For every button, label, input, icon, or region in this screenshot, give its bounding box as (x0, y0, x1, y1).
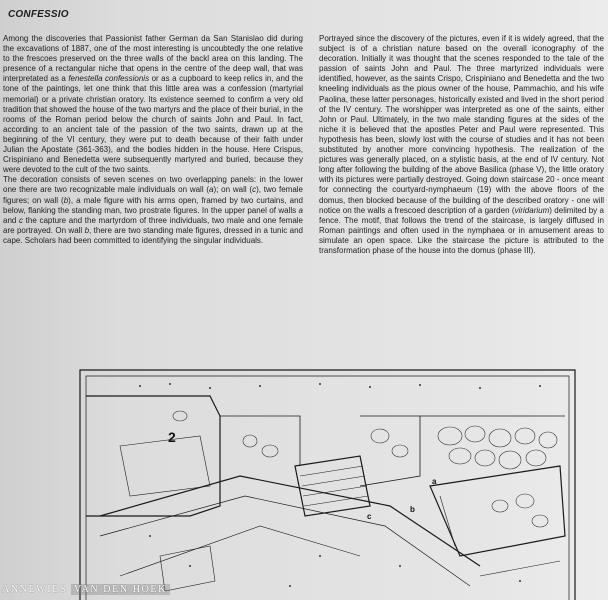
text-run: the capture and the martyrdom of three individuals, two male and one female are portrayed. On wall (3, 215, 304, 235)
text-run: Portrayed since the discovery of the pictures, even if it is widely agreed, that the subject is of a christian nature based on the overall iconography of the decoration. Initially it was thought that the scenes responded to the tale of the passion of saints John and Paul. The three martyrized individuals were identified, however, as the saints Crispo, Crispiniano and Benedetta and the two kneeling individuals as the pious owner of the house, Pammachio, and his wife Paolina, these latter personages, historically existed and lived in the short period of the IV century. The worshipper was interpreted as one of the saints, either John or Paul. Ultimately, in the two male standing figures at the sides of the niche it is believed that the apostles Peter and Paul were represented. This hypothesis has been, slowly lost with the course of studies and it has not been substituted by another more convincing hypothesis. The realization of the pictures was generally placed, on a stylistic basis, at the end of IV century. Not long after following the building of the above Basilica (phase V), the little oratory with its pictures were partially destroyed. Going down staircase 20 - once meant for connecting the courtyard-nymphaeum (19) with the above floors of the domus, then blocked because of the building of the described oratory - one will notice on the walls a frescoed description of a garden ( (319, 34, 604, 215)
text-run-italic: fenestella confessionis (68, 74, 150, 84)
left-paragraph-1 (3, 34, 303, 175)
left-text-column (3, 34, 303, 246)
text-run-italic: b (63, 195, 69, 205)
text-run: ) delimited by a fence. The motif, that follows the trend of the staircase, is largely diffused in Roman paintings and often used in the nymphaea or in amusement areas to simulate an open space. Like the staircase the picture is attributed to the transformation phase of the house into the domus (phase III). (319, 205, 605, 255)
text-run-italic: viridarium (514, 205, 550, 215)
text-run: The decoration consists of seven scenes on two overlapping panels: in the lower one there are two recognizable male individuals on wall ( (3, 175, 303, 195)
right-paragraph-1 (319, 34, 604, 256)
left-paragraph-2 (3, 175, 303, 246)
text-run-italic: a (298, 205, 303, 215)
text-run: ), two female figures; on wall ( (3, 185, 304, 205)
plan-wall-label-c: c (367, 512, 372, 521)
plan-room-number: 2 (168, 429, 176, 445)
text-run-italic: c (19, 215, 24, 225)
text-run: or as a cupboard to keep relics in, and the tone of the paintings, let one think that this little area was a confession (martyrial memorial) or a private christian oratory. Its existence seemed to confirm a very old tradition that showed the house of the two martyrs and the place of their burial, in the rooms of the Roman period below the church of saints John and Paul. In fact, according to an ancient tale of the passion of the two saints, drawn up at the beginning of the VI century, they were put to death because of their faith under Julian the Apostate (361-363), and the bodies hidden in the house. Here Crispus, Crispiniano and Benedetta were subsequently martyred and buried, because they were devoted to the cult of the two saints. (3, 74, 304, 175)
plan-staircase (295, 456, 370, 516)
page-title: CONFESSIO (8, 9, 69, 20)
plan-wall-label-b: b (410, 505, 415, 514)
text-run-italic: b (84, 225, 90, 235)
plan-wall-label-a: a (432, 477, 437, 486)
plan-outer-wall (80, 370, 575, 600)
text-run: and (3, 215, 20, 225)
text-run: ); on wall ( (213, 185, 253, 195)
plan-room-left (86, 396, 220, 516)
text-run: , there are two standing male figures, dressed in a tunic and cape. Scholars had been committed to identifying the singular individuals. (3, 225, 303, 245)
text-run: ), a male figure with his arms open, framed by two curtains, and below, flanking the standing man, two prostrate figures. In the upper panel of walls (3, 195, 303, 215)
photographer-watermark (2, 584, 170, 595)
plan-room-abc (430, 466, 565, 556)
text-run-italic: a (209, 185, 214, 195)
text-run: Among the discoveries that Passionist father German da San Stanislao did during the excavations of 1887, one of the most interesting is uncoubtedly the one relative to the frescoes preserved on the three walls of the backl area on this landing. The presence of a rectangular niche that opens in the centre of the deep wall, that was interpretated as a (3, 34, 303, 84)
watermark-text: ANNEWIES (2, 584, 68, 595)
right-text-column (319, 34, 604, 256)
site-plan-diagram (60, 356, 590, 600)
watermark-text: VAN DEN HOEK (71, 584, 170, 595)
text-run-italic: c (252, 185, 257, 195)
